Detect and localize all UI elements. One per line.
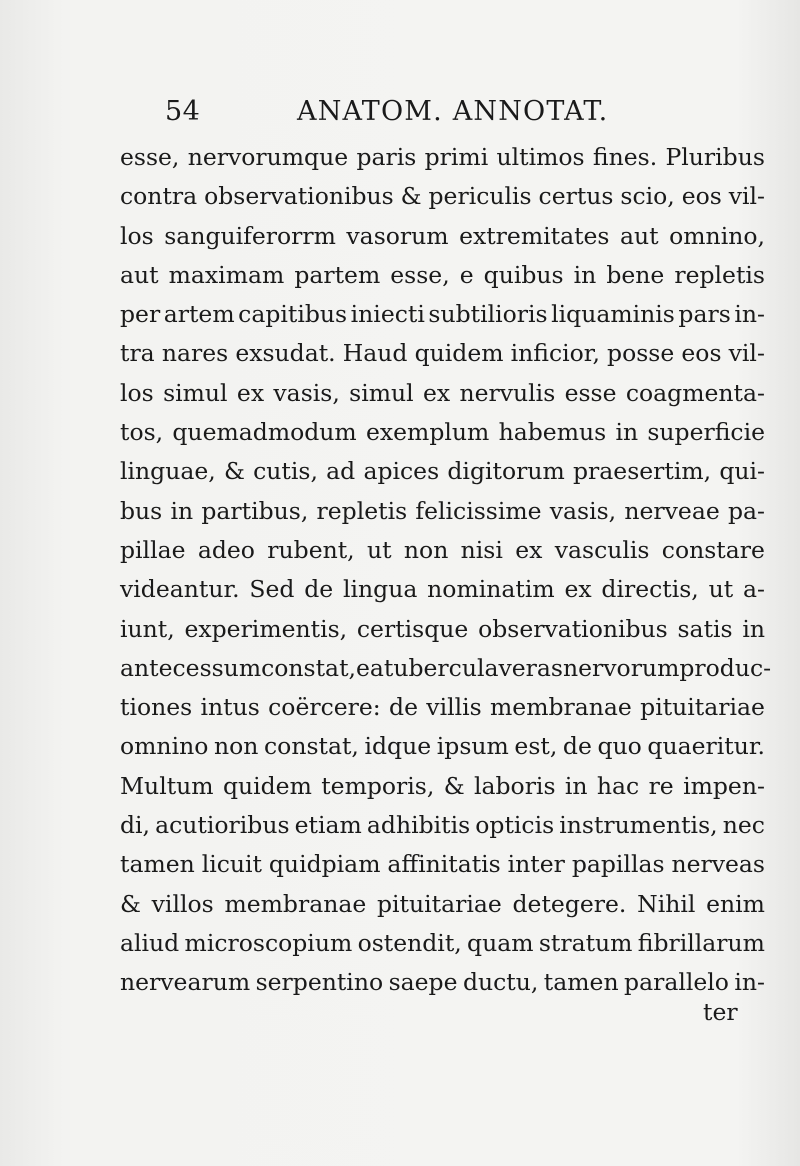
text-line: & villos membranae pituitariae detegere. Nihil enim [120, 889, 765, 918]
text-line: los simul ex vasis, simul ex nervulis esse coagmenta- [120, 378, 765, 407]
text-line: esse, nervorumque paris primi ultimos fines. Pluribus [120, 143, 765, 171]
text-line: videantur. Sed de lingua nominatim ex directis, ut a- [120, 575, 765, 604]
text-line: pillae adeo rubent, ut non nisi ex vasculis constare [120, 535, 765, 564]
text-line: omnino non constat, idque ipsum est, de quo quaeritur. [120, 732, 765, 761]
text-line: bus in partibus, repletis felicissime vasis, nerveae pa- [120, 496, 765, 525]
text-line: antecessum constat, ea tubercula veras nervorum produc- [120, 653, 772, 682]
text-line: di, acutioribus etiam adhibitis opticis instrumentis, nec [120, 811, 765, 840]
text-line: tos, quemadmodum exemplum habemus in superficie [120, 418, 765, 447]
text-line: tamen licuit quidpiam affinitatis inter papillas nerveas [120, 850, 765, 879]
catchword: ter [703, 998, 738, 1026]
text-line: nervearum serpentino saepe ductu, tamen parallelo in- [120, 968, 765, 997]
text-line: linguae, & cutis, ad apices digitorum praesertim, qui- [120, 457, 765, 486]
text-line: per artem capitibus iniecti subtilioris liquaminis pars in- [120, 300, 765, 329]
text-line: iunt, experimentis, certisque observationibus satis in [120, 614, 765, 643]
page-number: 54 [165, 96, 201, 127]
text-line: aliud microscopium ostendit, quam stratum fibrillarum [120, 928, 765, 957]
text-line: contra observationibus & periculis certus scio, eos vil- [120, 182, 765, 211]
running-head: ANATOM. ANNOTAT. [297, 96, 609, 127]
text-line: aut maximam partem esse, e quibus in bene repletis [120, 260, 765, 289]
page-header [0, 90, 800, 130]
text-line: tiones intus coërcere: de villis membranae pituitariae [120, 693, 765, 722]
text-line: los sanguiferorrm vasorum extremitates aut omnino, [120, 221, 765, 250]
text-line: tra nares exsudat. Haud quidem inficior, posse eos vil- [120, 339, 765, 368]
body-text [120, 138, 772, 1003]
text-line: Multum quidem temporis, & laboris in hac re impen- [120, 771, 765, 800]
